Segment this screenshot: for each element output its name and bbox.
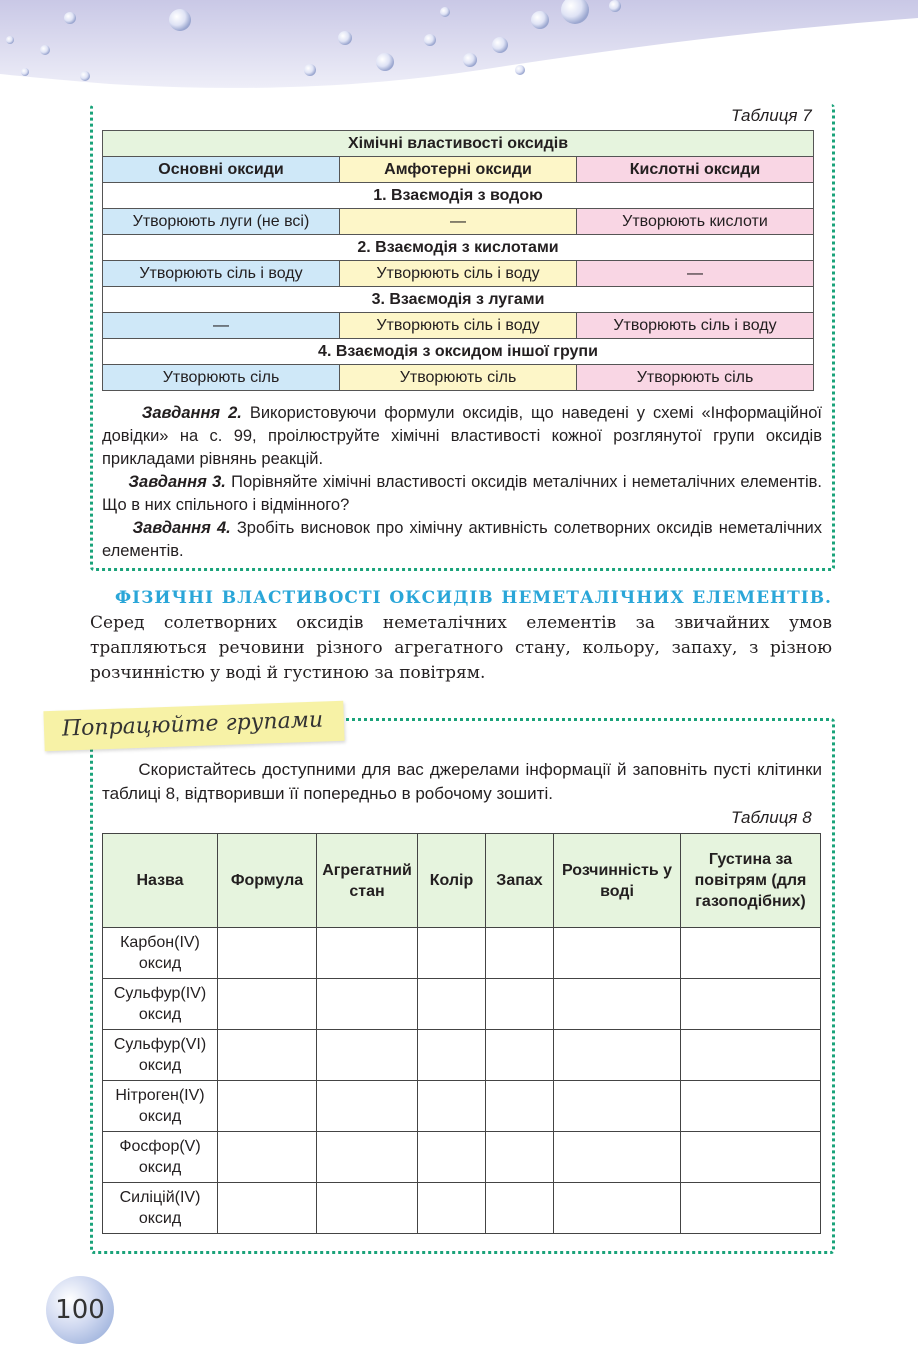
table7-cell: Утворюють сіль і воду (577, 313, 814, 339)
table7-cell: Утворюють сіль (340, 365, 577, 391)
empty-cell (317, 1081, 418, 1132)
empty-cell (554, 1132, 681, 1183)
table7-section-title: 3. Взаємодія з лугами (103, 287, 814, 313)
empty-cell (218, 1132, 317, 1183)
empty-cell (317, 979, 418, 1030)
empty-cell (317, 1183, 418, 1234)
empty-cell (317, 1132, 418, 1183)
empty-cell (418, 979, 486, 1030)
empty-cell (486, 1081, 554, 1132)
empty-cell (218, 1030, 317, 1081)
table-row (103, 979, 821, 1030)
table8-header: Запах (486, 834, 554, 928)
empty-cell (681, 1030, 821, 1081)
empty-cell (554, 1030, 681, 1081)
table7-cell: Утворюють сіль (577, 365, 814, 391)
empty-cell (218, 1081, 317, 1132)
table7-cell: Утворюють луги (не всі) (103, 209, 340, 235)
table-row (103, 1081, 821, 1132)
empty-cell (218, 928, 317, 979)
table8-caption: Таблиця 8 (731, 808, 812, 827)
table8-header: Колір (418, 834, 486, 928)
group-work-instruction-text: Скористайтесь доступними для вас джерелами інформації й заповніть пусті клітинки таблиці 8, відтворивши її попередньо в робочому зошиті. (102, 760, 822, 803)
empty-cell (418, 1081, 486, 1132)
empty-cell (486, 1132, 554, 1183)
group-work-instruction (102, 758, 822, 806)
table7-cell: — (103, 313, 340, 339)
physical-properties-heading: ФІЗИЧНІ ВЛАСТИВОСТІ ОКСИДІВ НЕМЕТАЛІЧНИХ ЕЛЕМЕНТІВ. (115, 588, 832, 608)
empty-cell (317, 1030, 418, 1081)
group-work-label: Попрацюйте групами (43, 701, 344, 751)
table8-header: Густина за повітрям (для газоподібних) (681, 834, 821, 928)
empty-cell (681, 979, 821, 1030)
empty-cell (418, 928, 486, 979)
empty-cell (681, 1132, 821, 1183)
empty-cell (317, 928, 418, 979)
table8-row-name: Сульфур(IV) оксид (103, 979, 218, 1030)
table8-row-name: Сульфур(VI) оксид (103, 1030, 218, 1081)
empty-cell (554, 928, 681, 979)
table-row (103, 1183, 821, 1234)
task-2 (102, 402, 822, 471)
task-label: Завдання 4. (132, 519, 231, 537)
table7-cell: — (340, 209, 577, 235)
table7-cell: — (577, 261, 814, 287)
table8-row-name: Карбон(IV) оксид (103, 928, 218, 979)
empty-cell (681, 1081, 821, 1132)
empty-cell (218, 1183, 317, 1234)
table7-section-title: 2. Взаємодія з кислотами (103, 235, 814, 261)
table7-col-acidic: Кислотні оксиди (577, 157, 814, 183)
table7-cell: Утворюють сіль і воду (103, 261, 340, 287)
task-3 (102, 471, 822, 517)
empty-cell (486, 928, 554, 979)
table8-header: Формула (218, 834, 317, 928)
table-row (103, 1030, 821, 1081)
empty-cell (418, 1030, 486, 1081)
physical-properties-text: Серед солетворних оксидів неметалічних елементів за звичайних умов трапляються речовини різного агрегатного стану, кольору, запаху, з різною розчинністю у воді й густиною за повітрям. (90, 613, 832, 683)
empty-cell (554, 1183, 681, 1234)
table8-row-name: Нітроген(IV) оксид (103, 1081, 218, 1132)
table7 (102, 130, 814, 391)
table7-section-title: 4. Взаємодія з оксидом іншої групи (103, 339, 814, 365)
table7-col-amphoteric: Амфотерні оксиди (340, 157, 577, 183)
table7-title: Хімічні властивості оксидів (103, 131, 814, 157)
table8-header: Назва (103, 834, 218, 928)
empty-cell (418, 1183, 486, 1234)
table-row (103, 1132, 821, 1183)
task-text: Зробіть висновок про хімічну активність солетворних оксидів неметалічних елементів. (102, 519, 822, 560)
table-row (103, 928, 821, 979)
empty-cell (554, 1081, 681, 1132)
table8 (102, 833, 821, 1234)
empty-cell (218, 979, 317, 1030)
table7-cell: Утворюють сіль і воду (340, 313, 577, 339)
empty-cell (554, 979, 681, 1030)
table8-header: Агрегатний стан (317, 834, 418, 928)
task-label: Завдання 2. (141, 404, 242, 422)
header-bubbles-decoration (0, 0, 918, 100)
task-4 (102, 517, 822, 563)
page-number: 100 (46, 1276, 114, 1344)
task-text: Порівняйте хімічні властивості оксидів металічних і неметалічних елементів. Що в них спільного і відмінного? (102, 473, 822, 514)
table8-row-name: Силіцій(IV) оксид (103, 1183, 218, 1234)
empty-cell (486, 979, 554, 1030)
table7-caption: Таблиця 7 (731, 106, 812, 125)
table7-col-basic: Основні оксиди (103, 157, 340, 183)
table8-header: Розчинність у воді (554, 834, 681, 928)
task-text: Використовуючи формули оксидів, що наведені у схемі «Інформаційної довідки» на с. 99, проілюструйте хімічні властивості кожної розглянутої групи оксидів прикладами рівнянь реакцій. (102, 404, 822, 468)
table7-cell: Утворюють сіль і воду (340, 261, 577, 287)
physical-properties-paragraph (90, 586, 832, 686)
empty-cell (486, 1183, 554, 1234)
table7-section-title: 1. Взаємодія з водою (103, 183, 814, 209)
table7-cell: Утворюють сіль (103, 365, 340, 391)
table7-cell: Утворюють кислоти (577, 209, 814, 235)
empty-cell (486, 1030, 554, 1081)
empty-cell (681, 928, 821, 979)
empty-cell (681, 1183, 821, 1234)
empty-cell (418, 1132, 486, 1183)
table8-row-name: Фосфор(V) оксид (103, 1132, 218, 1183)
task-label: Завдання 3. (128, 473, 226, 491)
